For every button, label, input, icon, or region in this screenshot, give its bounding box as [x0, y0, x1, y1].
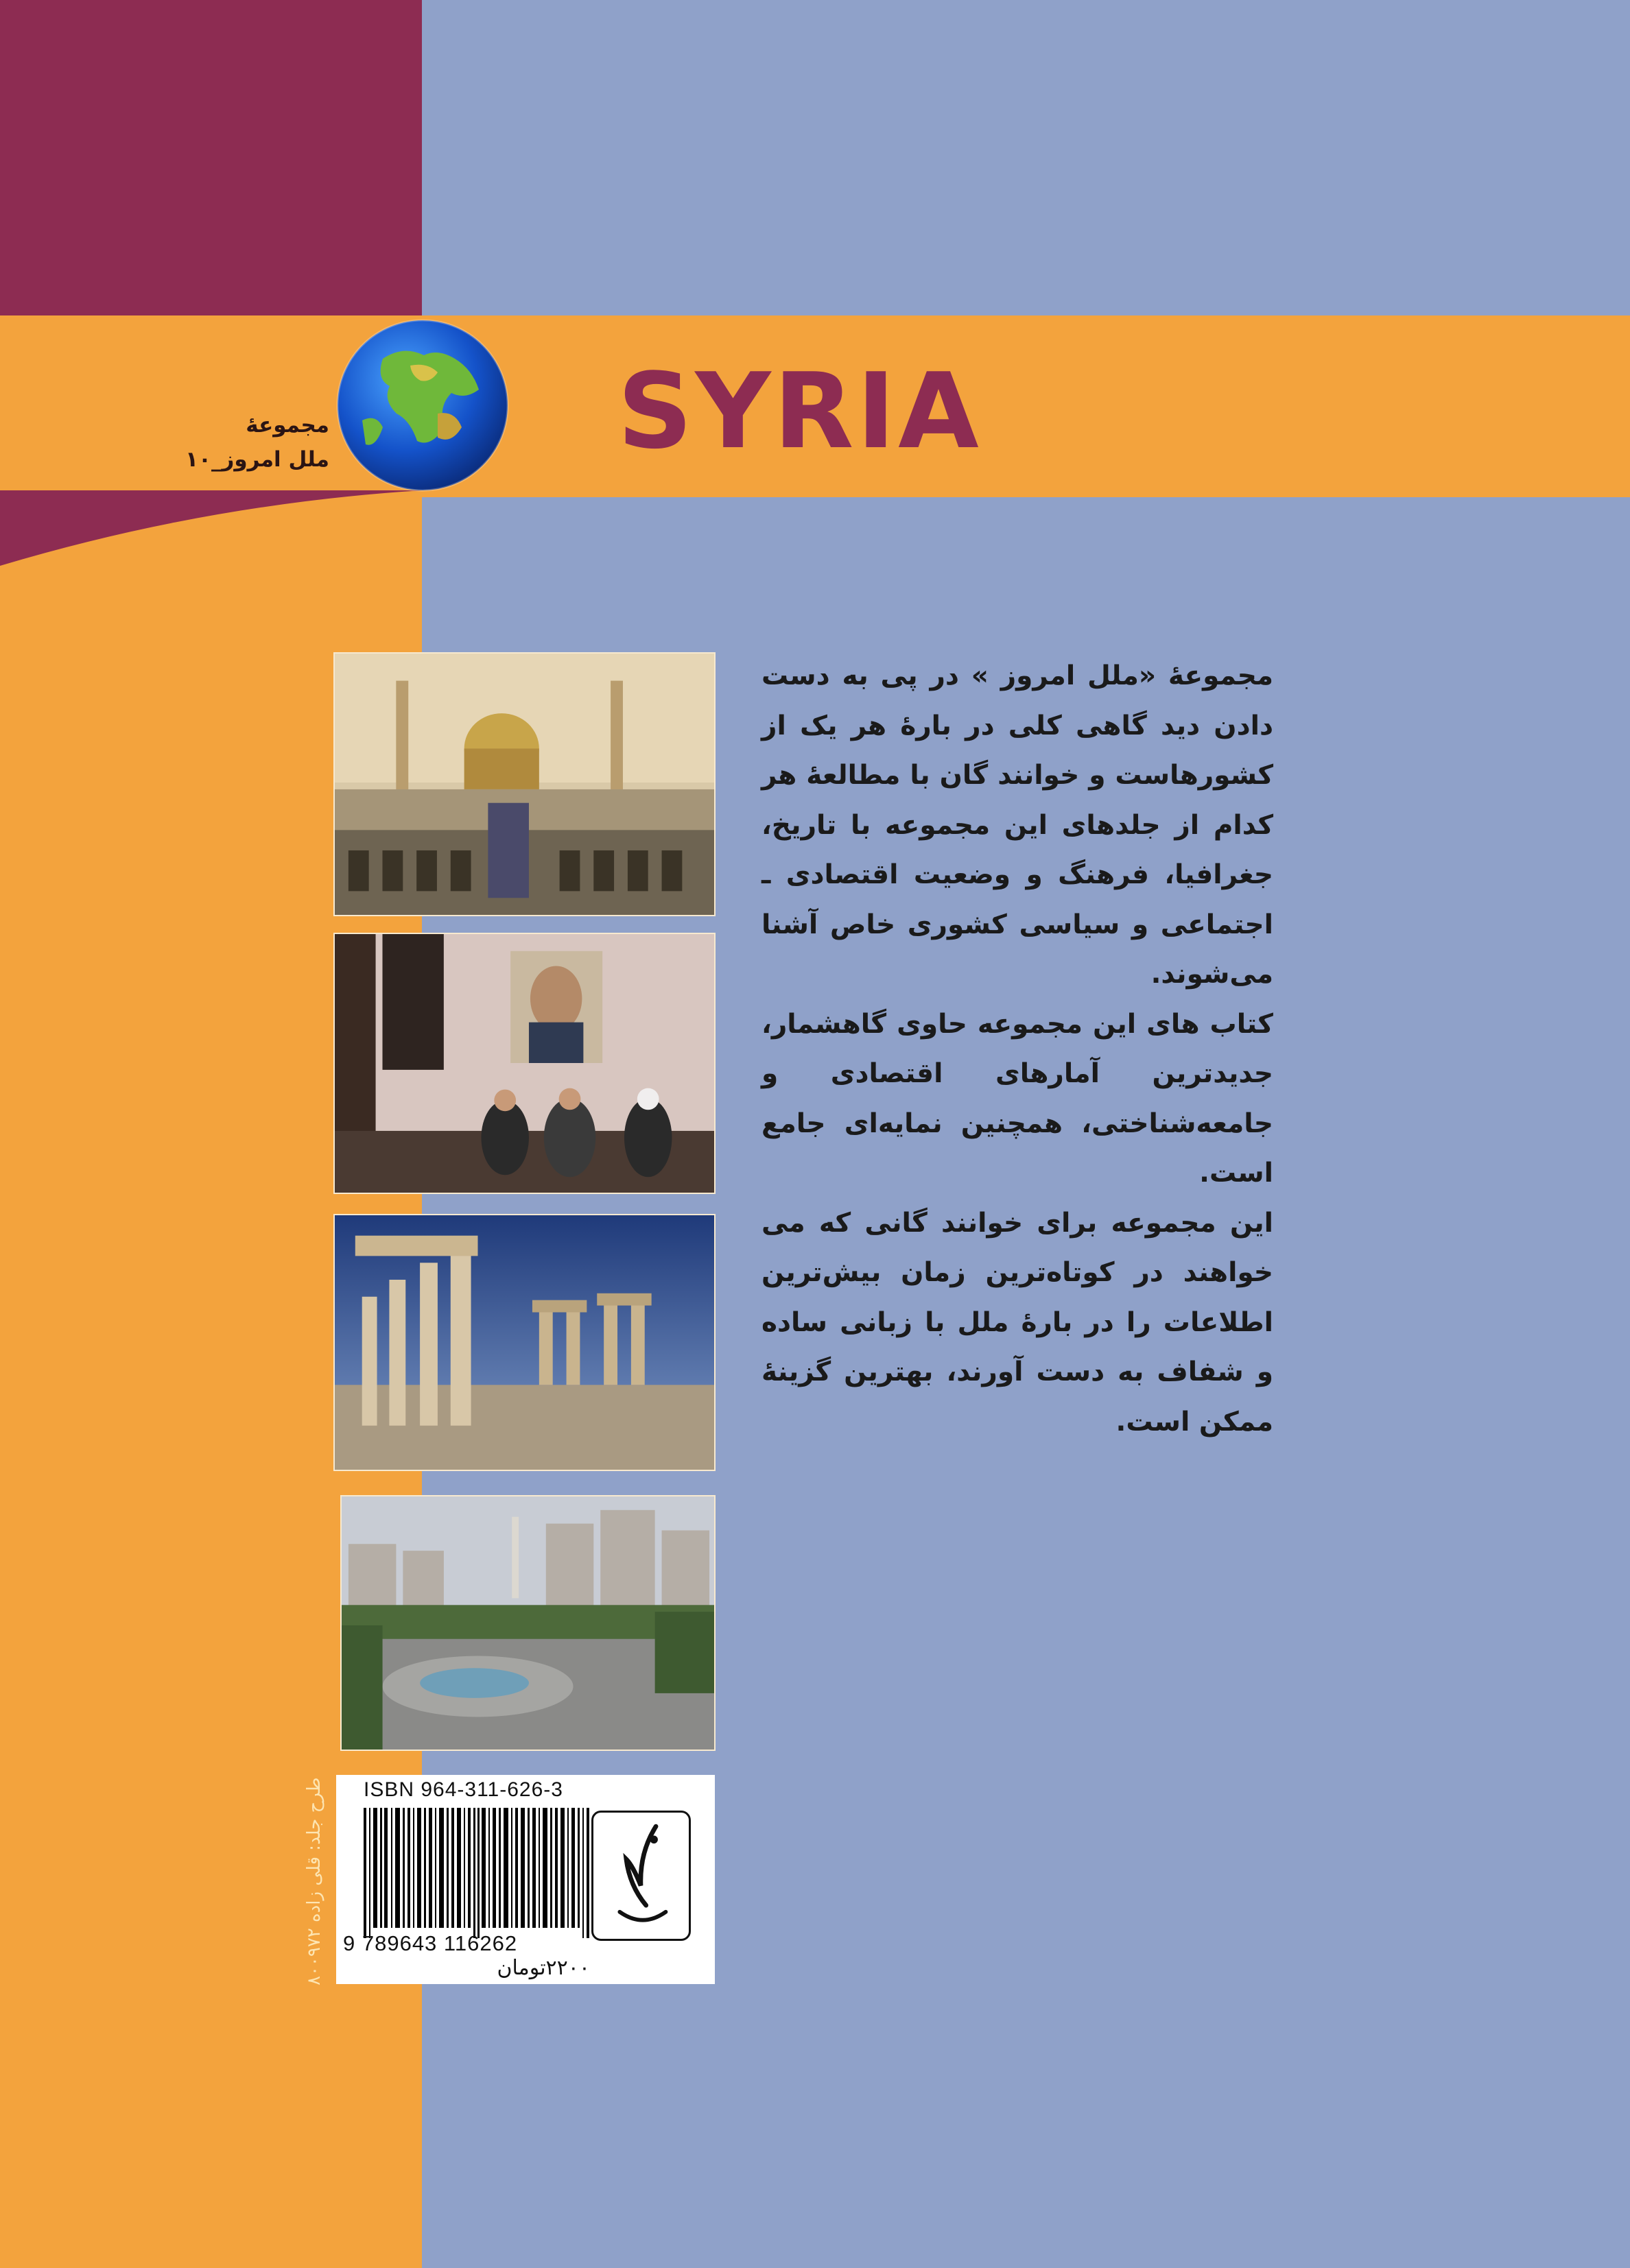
- photo-mosque: [333, 652, 716, 916]
- description: [761, 652, 1273, 1447]
- left-maroon-block: [0, 0, 422, 315]
- series-line-2: ملل امروز_۱۰: [185, 447, 329, 472]
- description-paragraph-3: این مجموعه برای خوانند گانی که می خواهند در کوتاه‌ترین زمان بیش‌ترین اطلاعات را در بارهٔ ملل با زبانی ساده و شفاف به دست آورند، بهترین گزینهٔ ممکن است.: [761, 1207, 1273, 1437]
- series-line-1: مجموعهٔ: [246, 413, 329, 438]
- description-paragraph-2: کتاب های این مجموعه حاوی گاهشمار، جدیدترین آمارهای اقتصادی و جامعه‌شناختی، همچنین نمایه‌ای جامع است.: [761, 1008, 1273, 1189]
- barcode-icon: [364, 1808, 590, 1938]
- photo-cafe-portrait: [333, 933, 716, 1194]
- book-title: SYRIA: [617, 350, 982, 472]
- photo-city-square: [340, 1495, 716, 1751]
- barcode-digits: 9 789643 116262: [343, 1931, 518, 1955]
- price: ۲۲۰۰تومان: [497, 1956, 590, 1980]
- designer-credit: طرح جلد: قلی زاده ۸۰۰۹۷۲: [304, 1777, 324, 1985]
- isbn-text: ISBN 964-311-626-3: [364, 1778, 563, 1801]
- globe-icon: [335, 318, 510, 493]
- series-label: [123, 408, 329, 477]
- photo-palmyra: [333, 1214, 716, 1471]
- barcode-area: [336, 1775, 715, 1984]
- description-paragraph-1: مجموعهٔ «ملل امروز » در پی به دست دادن دید گاهی کلی در بارهٔ هر یک از کشورهاست و خوانند گان با مطالعهٔ هر کدام از جلدهای این مجموعه با تاریخ، جغرافیا، فرهنگ و وضعیت اقتصادی ـ اجتماعی و سیاسی کشوری خاص آشنا می‌شوند.: [761, 660, 1273, 990]
- maroon-swoosh: [0, 490, 422, 573]
- publisher-logo-icon: [591, 1811, 691, 1941]
